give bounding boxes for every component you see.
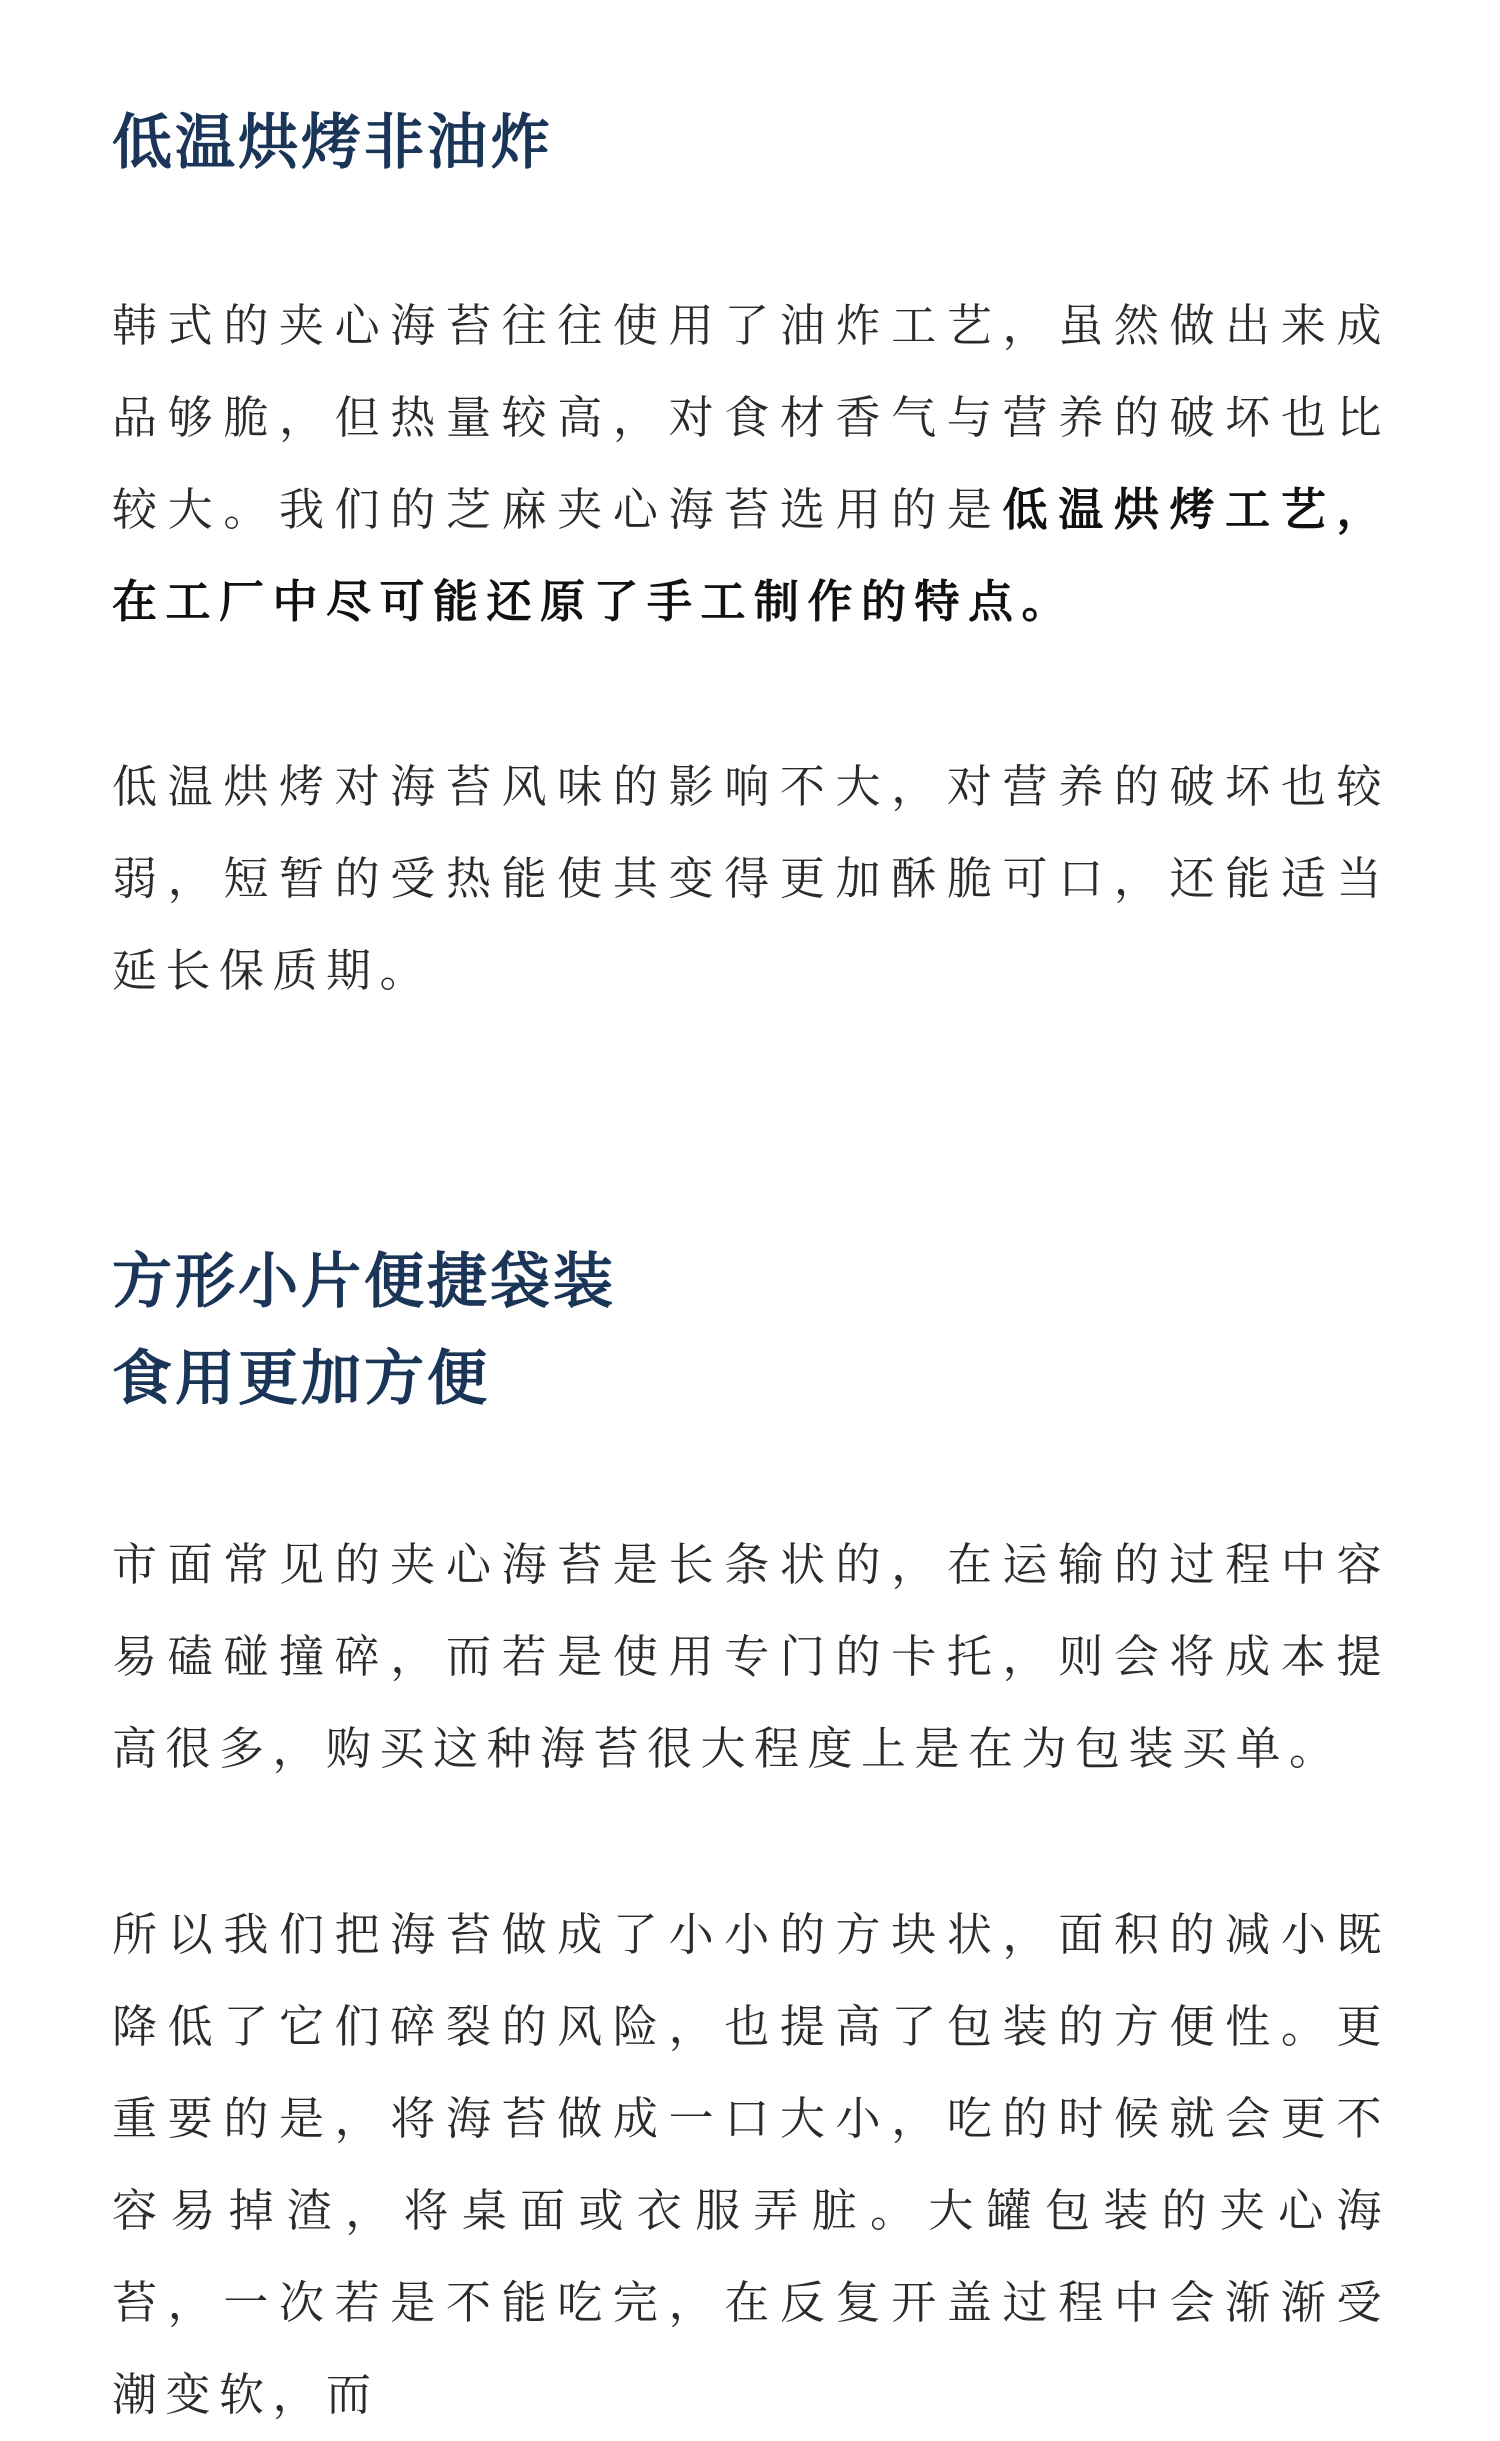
heading-line-2: 食用更加方便 <box>112 1344 490 1414</box>
section-heading-square-packaging <box>112 1234 1390 1428</box>
section-heading-low-temp-baking <box>112 95 1390 192</box>
paragraph-bold-text: 低温烘烤工艺，在工厂中尽可能还原了手工制作的特点。 <box>112 483 1390 628</box>
paragraph-baking-process <box>112 280 1390 648</box>
paragraph-text: 韩式的夹心海苔往往使用了油炸工艺，虽然做出来成品够脆，但热量较高，对食材香气与营养的破坏也比较大。我们的芝麻夹心海苔选用的是 <box>112 299 1390 536</box>
paragraph-square-shape-benefits <box>112 1889 1390 2441</box>
heading-text: 低温烘烤非油炸 <box>112 108 553 178</box>
heading-line-1: 方形小片便捷袋装 <box>112 1247 616 1317</box>
paragraph-strip-shape-problem <box>112 1519 1390 1795</box>
paragraph-text: 市面常见的夹心海苔是长条状的，在运输的过程中容易磕碰撞碎，而若是使用专门的卡托，则会将成本提高很多，购买这种海苔很大程度上是在为包装买单。 <box>112 1538 1390 1775</box>
paragraph-baking-benefits <box>112 741 1390 1017</box>
paragraph-text: 低温烘烤对海苔风味的影响不大，对营养的破坏也较弱，短暂的受热能使其变得更加酥脆可口，还能适当延长保质期。 <box>112 760 1390 997</box>
paragraph-text: 所以我们把海苔做成了小小的方块状，面积的减小既降低了它们碎裂的风险，也提高了包装的方便性。更重要的是，将海苔做成一口大小，吃的时候就会更不容易掉渣，将桌面或衣服弄脏。大罐包装的夹心海苔，一次若是不能吃完，在反复开盖过程中会渐渐受潮变软，而 <box>112 1908 1390 2421</box>
